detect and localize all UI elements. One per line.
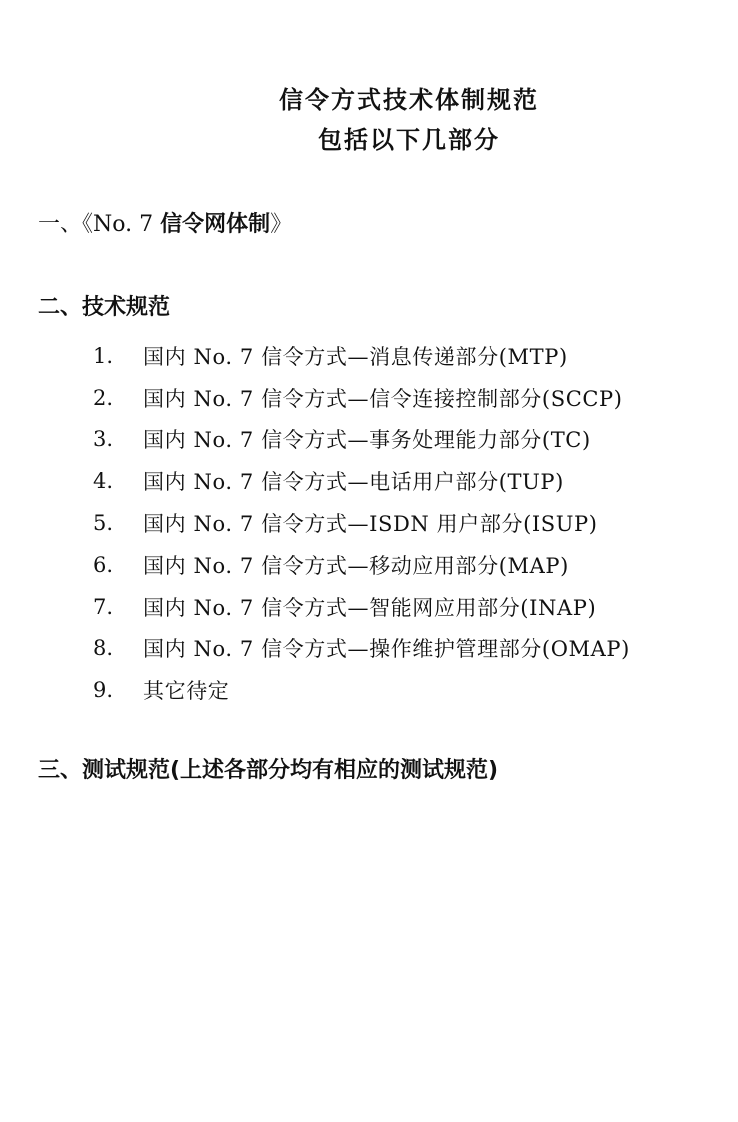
list-item-text: 国内 No. 7 信令方式—消息传递部分(MTP) <box>143 344 568 369</box>
list-item <box>93 460 630 502</box>
list-item <box>93 544 630 586</box>
list-item <box>93 419 630 461</box>
list-item-number: 3. <box>93 427 114 452</box>
section-2-label: 二、技术规范 <box>38 295 171 320</box>
section-technical-specs <box>38 290 170 321</box>
list-item-number: 8. <box>93 636 114 661</box>
list-item <box>93 335 630 377</box>
section-3-label: 三、测试规范(上述各部分均有相应的测试规范) <box>38 758 499 783</box>
list-item-text: 其它待定 <box>143 679 230 704</box>
list-item-number: 7. <box>93 594 114 619</box>
list-item-number: 1. <box>93 343 114 368</box>
section-1-label: 信令网体制 <box>160 212 271 237</box>
list-item-text: 国内 No. 7 信令方式—电话用户部分(TUP) <box>143 470 564 495</box>
list-item-text: 国内 No. 7 信令方式—ISDN 用户部分(ISUP) <box>143 512 598 537</box>
list-item-text: 国内 No. 7 信令方式—移动应用部分(MAP) <box>143 553 569 578</box>
list-item <box>93 586 630 628</box>
list-item-text: 国内 No. 7 信令方式—智能网应用部分(INAP) <box>143 595 597 620</box>
list-item-text: 国内 No. 7 信令方式—操作维护管理部分(OMAP) <box>143 637 630 662</box>
list-item-text: 国内 No. 7 信令方式—信令连接控制部分(SCCP) <box>143 386 623 411</box>
list-item <box>93 628 630 670</box>
list-item <box>93 502 630 544</box>
list-item-number: 2. <box>93 385 114 410</box>
section-1-suffix: 》 <box>270 212 293 237</box>
document-subtitle: 包括以下几部分 <box>318 126 500 154</box>
list-item-number: 9. <box>93 678 114 703</box>
list-item-number: 4. <box>93 469 114 494</box>
list-item-number: 5. <box>93 511 114 536</box>
list-item <box>93 669 630 711</box>
section-network-system <box>38 207 292 238</box>
list-item-number: 6. <box>93 552 114 577</box>
list-item-text: 国内 No. 7 信令方式—事务处理能力部分(TC) <box>143 428 591 453</box>
section-test-specs <box>38 753 498 784</box>
list-item <box>93 377 630 419</box>
section-1-prefix: 一、《No. 7 <box>38 212 161 237</box>
technical-spec-list <box>93 335 630 711</box>
document-title: 信令方式技术体制规范 <box>279 86 539 114</box>
